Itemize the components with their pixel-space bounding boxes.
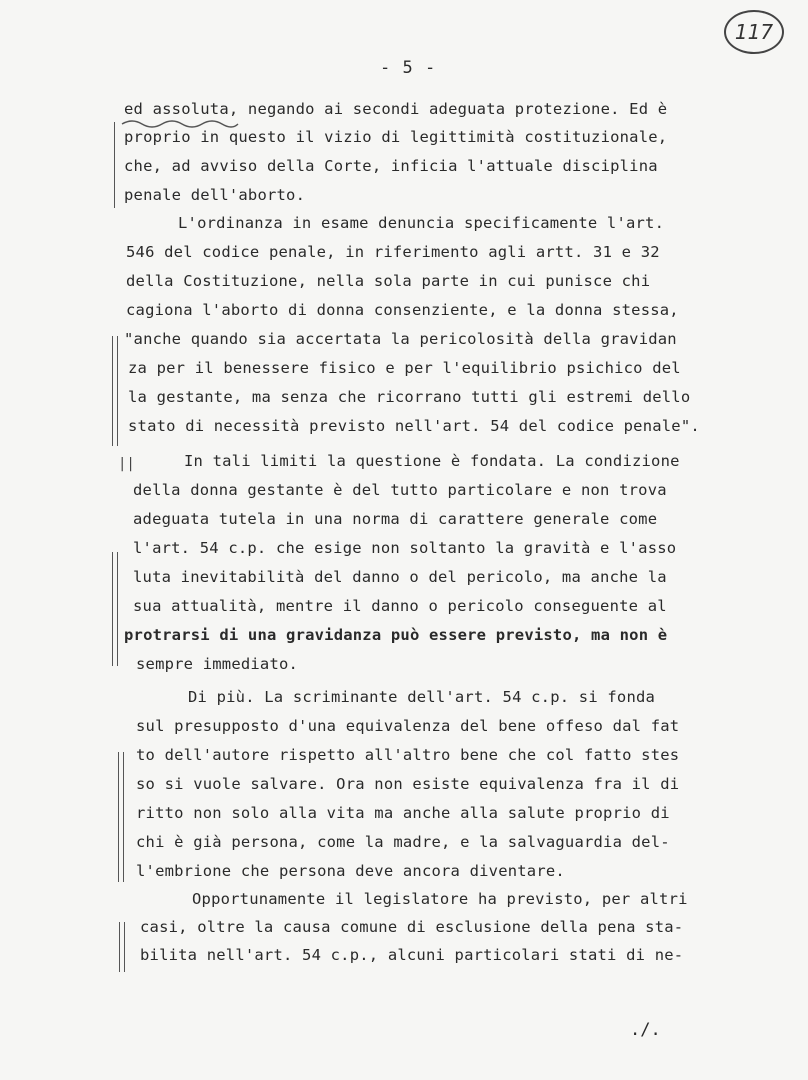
margin-mark [118, 752, 119, 882]
text-line: ed assoluta, negando ai secondi adeguata protezione. Ed è [124, 100, 668, 118]
stamp-number: 117 [734, 20, 774, 44]
text-line: che, ad avviso della Corte, inficia l'attuale disciplina [124, 157, 658, 175]
text-line: so si vuole salvare. Ora non esiste equivalenza fra il di [136, 775, 680, 793]
text-line: luta inevitabilità del danno o del pericolo, ma anche la [133, 568, 667, 586]
text-line: l'embrione che persona deve ancora diventare. [136, 862, 565, 880]
margin-mark [117, 552, 118, 666]
margin-mark [112, 552, 113, 666]
text-line: Opportunamente il legislatore ha previsto, per altri [192, 890, 688, 908]
text-line: adeguata tutela in una norma di carattere generale come [133, 510, 658, 528]
margin-mark [123, 752, 124, 882]
text-line: chi è già persona, come la madre, e la salvaguardia del- [136, 833, 670, 851]
text-line: penale dell'aborto. [124, 186, 306, 204]
text-line: 546 del codice penale, in riferimento agli artt. 31 e 32 [126, 243, 660, 261]
text-line: casi, oltre la causa comune di esclusione della pena sta- [140, 918, 684, 936]
margin-mark [124, 922, 125, 972]
margin-mark [114, 122, 115, 208]
text-line: ritto non solo alla vita ma anche alla salute proprio di [136, 804, 670, 822]
text-line: to dell'autore rispetto all'altro bene che col fatto stes [136, 746, 680, 764]
text-line: l'art. 54 c.p. che esige non soltanto la gravità e l'asso [133, 539, 677, 557]
continuation-mark: ./. [630, 1020, 661, 1040]
page-number: - 5 - [380, 58, 437, 78]
margin-mark [119, 922, 120, 972]
text-line: sempre immediato. [136, 655, 299, 673]
margin-mark [112, 336, 113, 446]
text-line: proprio in questo il vizio di legittimità costituzionale, [124, 128, 668, 146]
text-line: Di più. La scriminante dell'art. 54 c.p. si fonda [188, 688, 656, 706]
text-line: L'ordinanza in esame denuncia specificamente l'art. [178, 214, 665, 232]
margin-tick: || [118, 456, 135, 472]
text-line: bilita nell'art. 54 c.p., alcuni particolari stati di ne- [140, 946, 684, 964]
text-line: della Costituzione, nella sola parte in cui punisce chi [126, 272, 651, 290]
text-line: sua attualità, mentre il danno o pericolo conseguente al [133, 597, 667, 615]
text-line: za per il benessere fisico e per l'equilibrio psichico del [128, 359, 681, 377]
text-line: della donna gestante è del tutto particolare e non trova [133, 481, 667, 499]
text-line: la gestante, ma senza che ricorrano tutti gli estremi dello [128, 388, 691, 406]
page-stamp [724, 10, 784, 54]
text-line: protrarsi di una gravidanza può essere previsto, ma non è [124, 626, 668, 644]
text-line: cagiona l'aborto di donna consenziente, e la donna stessa, [126, 301, 679, 319]
text-line: In tali limiti la questione è fondata. La condizione [184, 452, 680, 470]
margin-mark [117, 336, 118, 446]
text-line: stato di necessità previsto nell'art. 54 del codice penale". [128, 417, 700, 435]
text-line: "anche quando sia accertata la pericolosità della gravidan [124, 330, 677, 348]
text-line: sul presupposto d'una equivalenza del bene offeso dal fat [136, 717, 680, 735]
